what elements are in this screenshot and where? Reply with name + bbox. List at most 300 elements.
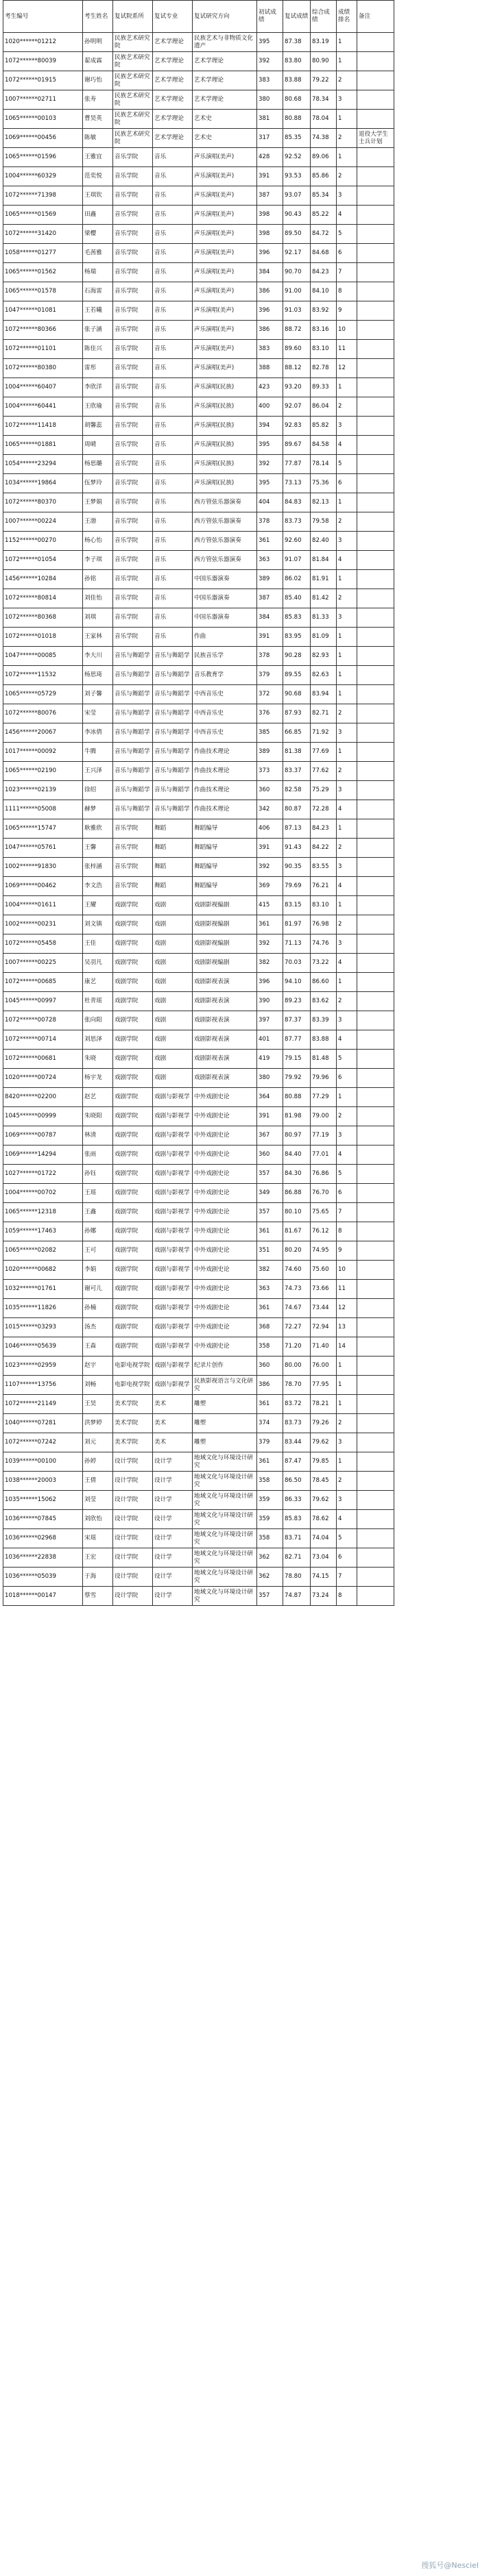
- name-cell: 孙婷: [83, 1452, 113, 1472]
- initial-score-cell: 395: [257, 436, 283, 455]
- rank-cell: 9: [337, 301, 357, 321]
- major-cell: 音乐: [153, 570, 193, 589]
- initial-score-cell: 419: [257, 1050, 283, 1069]
- remark-cell: [357, 858, 394, 877]
- initial-score-cell: 398: [257, 206, 283, 225]
- overall-score-cell: 76.12: [311, 1222, 337, 1241]
- remark-cell: [357, 1491, 394, 1510]
- table-row: [3, 1414, 394, 1433]
- retest-score-cell: 87.47: [283, 1452, 311, 1472]
- department-cell: 音乐与舞蹈学: [113, 800, 153, 819]
- direction-cell: 雕塑: [193, 1395, 257, 1414]
- table-row: [3, 1395, 394, 1414]
- table-row: [3, 474, 394, 493]
- major-cell: 戏剧与影视学: [153, 1299, 193, 1318]
- major-cell: 音乐: [153, 455, 193, 474]
- direction-cell: 戏剧影视表演: [193, 992, 257, 1011]
- initial-score-cell: 383: [257, 71, 283, 90]
- retest-score-cell: 78.70: [283, 1376, 311, 1395]
- table-row: [3, 1452, 394, 1472]
- header-name: 考生姓名: [83, 1, 113, 33]
- name-cell: 王雅宜: [83, 148, 113, 167]
- table-row: [3, 762, 394, 781]
- overall-score-cell: 83.55: [311, 858, 337, 877]
- exam-id-cell: 1007******00224: [3, 512, 83, 532]
- remark-cell: [357, 148, 394, 167]
- direction-cell: 声乐演唱(民族): [193, 455, 257, 474]
- direction-cell: 艺术史: [193, 110, 257, 129]
- name-cell: 王渤: [83, 512, 113, 532]
- remark-cell: [357, 915, 394, 934]
- remark-cell: [357, 206, 394, 225]
- remark-cell: [357, 819, 394, 839]
- department-cell: 音乐与舞蹈学: [113, 666, 153, 685]
- initial-score-cell: 359: [257, 1491, 283, 1510]
- major-cell: 戏剧与影视学: [153, 1203, 193, 1222]
- name-cell: 杨心怡: [83, 532, 113, 551]
- table-row: [3, 244, 394, 263]
- initial-score-cell: 388: [257, 359, 283, 378]
- name-cell: 张子涵: [83, 321, 113, 340]
- department-cell: 音乐学院: [113, 608, 153, 628]
- major-cell: 戏剧与影视学: [153, 1088, 193, 1107]
- exam-id-cell: 1065******01578: [3, 282, 83, 301]
- major-cell: 音乐: [153, 417, 193, 436]
- overall-score-cell: 82.13: [311, 493, 337, 512]
- name-cell: 张寿: [83, 90, 113, 110]
- exam-id-cell: 1036******05039: [3, 1568, 83, 1587]
- major-cell: 设计学: [153, 1587, 193, 1606]
- overall-score-cell: 84.22: [311, 839, 337, 858]
- rank-cell: 9: [337, 1241, 357, 1261]
- major-cell: 音乐与舞蹈学: [153, 704, 193, 723]
- direction-cell: 中外戏剧史论: [193, 1107, 257, 1126]
- overall-score-cell: 80.90: [311, 52, 337, 71]
- overall-score-cell: 81.42: [311, 589, 337, 608]
- department-cell: 戏剧学院: [113, 1165, 153, 1184]
- table-row: [3, 800, 394, 819]
- overall-score-cell: 79.26: [311, 1414, 337, 1433]
- watermark: 搜狐号@Nesciel: [421, 2561, 479, 2570]
- department-cell: 美术学院: [113, 1433, 153, 1452]
- initial-score-cell: 357: [257, 1203, 283, 1222]
- major-cell: 戏剧与影视学: [153, 1337, 193, 1357]
- direction-cell: 戏剧影视表演: [193, 973, 257, 992]
- major-cell: 戏剧: [153, 973, 193, 992]
- major-cell: 设计学: [153, 1491, 193, 1510]
- department-cell: 民族艺术研究院: [113, 52, 153, 71]
- initial-score-cell: 358: [257, 1529, 283, 1548]
- exam-id-cell: 1039******00100: [3, 1452, 83, 1472]
- major-cell: 音乐与舞蹈学: [153, 743, 193, 762]
- exam-id-cell: 1072******05458: [3, 934, 83, 954]
- table-row: [3, 877, 394, 896]
- exam-id-cell: 1004******00702: [3, 1184, 83, 1203]
- direction-cell: 戏剧影视编剧: [193, 954, 257, 973]
- remark-cell: [357, 1165, 394, 1184]
- major-cell: 音乐: [153, 282, 193, 301]
- exam-id-cell: 1035******11826: [3, 1299, 83, 1318]
- major-cell: 美术: [153, 1414, 193, 1433]
- remark-cell: [357, 839, 394, 858]
- remark-cell: [357, 90, 394, 110]
- overall-score-cell: 77.19: [311, 1126, 337, 1145]
- retest-score-cell: 94.10: [283, 973, 311, 992]
- department-cell: 音乐学院: [113, 282, 153, 301]
- direction-cell: 戏剧影视表演: [193, 1050, 257, 1069]
- overall-score-cell: 76.98: [311, 915, 337, 934]
- department-cell: 音乐与舞蹈学: [113, 762, 153, 781]
- remark-cell: [357, 1529, 394, 1548]
- direction-cell: 声乐演唱(美声): [193, 263, 257, 282]
- rank-cell: 5: [337, 1050, 357, 1069]
- exam-id-cell: 1002******00231: [3, 915, 83, 934]
- table-row: [3, 110, 394, 129]
- exam-id-cell: 1007******02711: [3, 90, 83, 110]
- rank-cell: 7: [337, 1568, 357, 1587]
- name-cell: 刘元: [83, 1433, 113, 1452]
- overall-score-cell: 83.88: [311, 1030, 337, 1050]
- exam-id-cell: 1004******60407: [3, 378, 83, 397]
- rank-cell: 1: [337, 973, 357, 992]
- retest-score-cell: 73.13: [283, 474, 311, 493]
- rank-cell: 2: [337, 1414, 357, 1433]
- rank-cell: 10: [337, 321, 357, 340]
- name-cell: 王宏: [83, 1548, 113, 1568]
- rank-cell: 3: [337, 934, 357, 954]
- remark-cell: [357, 1050, 394, 1069]
- remark-cell: [357, 1337, 394, 1357]
- overall-score-cell: 86.04: [311, 397, 337, 417]
- rank-cell: 8: [337, 282, 357, 301]
- exam-id-cell: 1072******11532: [3, 666, 83, 685]
- rank-cell: 6: [337, 244, 357, 263]
- department-cell: 戏剧学院: [113, 1203, 153, 1222]
- retest-score-cell: 88.72: [283, 321, 311, 340]
- exam-id-cell: 1065******05729: [3, 685, 83, 704]
- retest-score-cell: 85.40: [283, 589, 311, 608]
- department-cell: 音乐学院: [113, 570, 153, 589]
- rank-cell: 2: [337, 71, 357, 90]
- remark-cell: [357, 1299, 394, 1318]
- department-cell: 音乐学院: [113, 436, 153, 455]
- exam-id-cell: 1072******80366: [3, 321, 83, 340]
- remark-cell: [357, 1280, 394, 1299]
- department-cell: 戏剧学院: [113, 1011, 153, 1030]
- retest-score-cell: 83.73: [283, 1414, 311, 1433]
- rank-cell: 11: [337, 1280, 357, 1299]
- major-cell: 美术: [153, 1433, 193, 1452]
- exam-id-cell: 1072******80368: [3, 608, 83, 628]
- exam-id-cell: 1002******91830: [3, 858, 83, 877]
- major-cell: 音乐: [153, 589, 193, 608]
- department-cell: 音乐学院: [113, 206, 153, 225]
- direction-cell: 中外戏剧史论: [193, 1184, 257, 1203]
- initial-score-cell: 362: [257, 1548, 283, 1568]
- overall-score-cell: 76.00: [311, 1357, 337, 1376]
- major-cell: 音乐: [153, 551, 193, 570]
- major-cell: 音乐与舞蹈学: [153, 723, 193, 743]
- initial-score-cell: 361: [257, 1222, 283, 1241]
- direction-cell: 声乐演唱(民族): [193, 474, 257, 493]
- header-direction: 复试研究方向: [193, 1, 257, 33]
- remark-cell: [357, 1548, 394, 1568]
- remark-cell: [357, 110, 394, 129]
- name-cell: 赵宇: [83, 1357, 113, 1376]
- overall-score-cell: 74.04: [311, 1529, 337, 1548]
- initial-score-cell: 342: [257, 800, 283, 819]
- overall-score-cell: 73.66: [311, 1280, 337, 1299]
- rank-cell: 1: [337, 647, 357, 666]
- retest-score-cell: 66.85: [283, 723, 311, 743]
- rank-cell: 8: [337, 1222, 357, 1241]
- retest-score-cell: 79.15: [283, 1050, 311, 1069]
- direction-cell: 中外戏剧史论: [193, 1203, 257, 1222]
- exam-id-cell: 1040******07281: [3, 1414, 83, 1433]
- exam-id-cell: 1034******19864: [3, 474, 83, 493]
- direction-cell: 中外戏剧史论: [193, 1261, 257, 1280]
- direction-cell: 艺术学理论: [193, 52, 257, 71]
- exam-id-cell: 1072******11418: [3, 417, 83, 436]
- remark-cell: [357, 608, 394, 628]
- department-cell: 戏剧学院: [113, 1088, 153, 1107]
- initial-score-cell: 360: [257, 1145, 283, 1165]
- department-cell: 电影电视学院: [113, 1376, 153, 1395]
- retest-score-cell: 80.10: [283, 1203, 311, 1222]
- overall-score-cell: 74.15: [311, 1568, 337, 1587]
- remark-cell: [357, 397, 394, 417]
- department-cell: 音乐学院: [113, 378, 153, 397]
- initial-score-cell: 401: [257, 1030, 283, 1050]
- retest-score-cell: 89.60: [283, 340, 311, 359]
- direction-cell: 纪录片创作: [193, 1357, 257, 1376]
- direction-cell: 作曲技术理论: [193, 781, 257, 800]
- overall-score-cell: 84.58: [311, 436, 337, 455]
- initial-score-cell: 380: [257, 1069, 283, 1088]
- name-cell: 范奕悦: [83, 167, 113, 186]
- direction-cell: 戏剧影视编剧: [193, 896, 257, 915]
- overall-score-cell: 76.70: [311, 1184, 337, 1203]
- overall-score-cell: 83.92: [311, 301, 337, 321]
- name-cell: 孙明明: [83, 33, 113, 52]
- major-cell: 设计学: [153, 1529, 193, 1548]
- exam-id-cell: 1072******00714: [3, 1030, 83, 1050]
- department-cell: 戏剧学院: [113, 1126, 153, 1145]
- initial-score-cell: 428: [257, 148, 283, 167]
- remark-cell: [357, 934, 394, 954]
- direction-cell: 声乐演唱(美声): [193, 359, 257, 378]
- initial-score-cell: 392: [257, 455, 283, 474]
- rank-cell: 1: [337, 493, 357, 512]
- table-row: [3, 1357, 394, 1376]
- initial-score-cell: 373: [257, 762, 283, 781]
- direction-cell: 声乐演唱(美声): [193, 282, 257, 301]
- remark-cell: [357, 800, 394, 819]
- table-row: [3, 493, 394, 512]
- initial-score-cell: 392: [257, 934, 283, 954]
- name-cell: 朱晓阳: [83, 1107, 113, 1126]
- direction-cell: 雕塑: [193, 1433, 257, 1452]
- table-row: [3, 1011, 394, 1030]
- overall-score-cell: 75.60: [311, 1261, 337, 1280]
- remark-cell: [357, 71, 394, 90]
- rank-cell: 2: [337, 762, 357, 781]
- department-cell: 戏剧学院: [113, 1299, 153, 1318]
- department-cell: 音乐与舞蹈学: [113, 647, 153, 666]
- name-cell: 王兴泽: [83, 762, 113, 781]
- major-cell: 设计学: [153, 1510, 193, 1529]
- name-cell: 伍梦玲: [83, 474, 113, 493]
- table-row: [3, 1491, 394, 1510]
- name-cell: 张向阳: [83, 1011, 113, 1030]
- department-cell: 美术学院: [113, 1414, 153, 1433]
- direction-cell: 地域文化与环境设计研究: [193, 1529, 257, 1548]
- overall-score-cell: 75.36: [311, 474, 337, 493]
- exam-id-cell: 1065******15747: [3, 819, 83, 839]
- name-cell: 刘琪: [83, 608, 113, 628]
- table-row: [3, 973, 394, 992]
- table-row: [3, 282, 394, 301]
- major-cell: 音乐: [153, 225, 193, 244]
- table-row: [3, 781, 394, 800]
- exam-id-cell: 1027******01722: [3, 1165, 83, 1184]
- overall-score-cell: 74.76: [311, 934, 337, 954]
- initial-score-cell: 385: [257, 723, 283, 743]
- exam-id-cell: 1036******02968: [3, 1529, 83, 1548]
- retest-score-cell: 86.33: [283, 1491, 311, 1510]
- initial-score-cell: 363: [257, 1280, 283, 1299]
- table-row: [3, 647, 394, 666]
- initial-score-cell: 361: [257, 1395, 283, 1414]
- rank-cell: 1: [337, 1452, 357, 1472]
- name-cell: 朱晓: [83, 1050, 113, 1069]
- direction-cell: 地域文化与环境设计研究: [193, 1452, 257, 1472]
- remark-cell: [357, 493, 394, 512]
- remark-cell: [357, 359, 394, 378]
- remark-cell: [357, 1107, 394, 1126]
- initial-score-cell: 380: [257, 90, 283, 110]
- retest-score-cell: 79.92: [283, 1069, 311, 1088]
- retest-score-cell: 86.88: [283, 1184, 311, 1203]
- remark-cell: [357, 896, 394, 915]
- major-cell: 舞蹈: [153, 819, 193, 839]
- major-cell: 戏剧: [153, 1011, 193, 1030]
- table-row: [3, 1184, 394, 1203]
- overall-score-cell: 75.65: [311, 1203, 337, 1222]
- direction-cell: 声乐演唱(美声): [193, 244, 257, 263]
- remark-cell: [357, 512, 394, 532]
- retest-score-cell: 71.20: [283, 1337, 311, 1357]
- direction-cell: 西方管弦乐器演奏: [193, 532, 257, 551]
- direction-cell: 声乐演唱(美声): [193, 340, 257, 359]
- major-cell: 音乐: [153, 512, 193, 532]
- initial-score-cell: 360: [257, 1357, 283, 1376]
- exam-id-cell: 1065******00103: [3, 110, 83, 129]
- name-cell: 吴羽凡: [83, 954, 113, 973]
- name-cell: 孙钰: [83, 1165, 113, 1184]
- initial-score-cell: 362: [257, 1568, 283, 1587]
- major-cell: 戏剧: [153, 992, 193, 1011]
- major-cell: 音乐: [153, 436, 193, 455]
- initial-score-cell: 378: [257, 647, 283, 666]
- table-row: [3, 1030, 394, 1050]
- major-cell: 戏剧与影视学: [153, 1357, 193, 1376]
- department-cell: 民族艺术研究院: [113, 129, 153, 148]
- overall-score-cell: 83.19: [311, 33, 337, 52]
- initial-score-cell: 376: [257, 704, 283, 723]
- department-cell: 戏剧学院: [113, 1184, 153, 1203]
- major-cell: 音乐与舞蹈学: [153, 666, 193, 685]
- retest-score-cell: 79.69: [283, 877, 311, 896]
- name-cell: 汤杰: [83, 1318, 113, 1337]
- header-exam-id: 考生编号: [3, 1, 83, 33]
- exam-id-cell: 8420******02200: [3, 1088, 83, 1107]
- direction-cell: 中外戏剧史论: [193, 1088, 257, 1107]
- exam-id-cell: 1045******00997: [3, 992, 83, 1011]
- table-row: [3, 206, 394, 225]
- department-cell: 戏剧学院: [113, 915, 153, 934]
- remark-cell: [357, 570, 394, 589]
- direction-cell: 中外戏剧史论: [193, 1299, 257, 1318]
- exam-id-cell: 1047******05761: [3, 839, 83, 858]
- department-cell: 戏剧学院: [113, 973, 153, 992]
- exam-id-cell: 1020******01212: [3, 33, 83, 52]
- major-cell: 音乐与舞蹈学: [153, 685, 193, 704]
- retest-score-cell: 83.15: [283, 896, 311, 915]
- overall-score-cell: 76.86: [311, 1165, 337, 1184]
- initial-score-cell: 400: [257, 397, 283, 417]
- overall-score-cell: 78.34: [311, 90, 337, 110]
- name-cell: 孙娜: [83, 1222, 113, 1241]
- major-cell: 美术: [153, 1395, 193, 1414]
- name-cell: 陈敏: [83, 129, 113, 148]
- exam-id-cell: 1072******01915: [3, 71, 83, 90]
- initial-score-cell: 392: [257, 52, 283, 71]
- initial-score-cell: 391: [257, 628, 283, 647]
- table-row: [3, 71, 394, 90]
- exam-id-cell: 1035******15062: [3, 1491, 83, 1510]
- remark-cell: [357, 685, 394, 704]
- direction-cell: 中外戏剧史论: [193, 1337, 257, 1357]
- direction-cell: 中外戏剧史论: [193, 1222, 257, 1241]
- remark-cell: [357, 378, 394, 397]
- retest-score-cell: 92.52: [283, 148, 311, 167]
- remark-cell: [357, 1568, 394, 1587]
- department-cell: 音乐与舞蹈学: [113, 781, 153, 800]
- overall-score-cell: 77.01: [311, 1145, 337, 1165]
- remark-cell: [357, 1145, 394, 1165]
- department-cell: 戏剧学院: [113, 1069, 153, 1088]
- admission-score-table: [3, 0, 394, 1606]
- department-cell: 设计学院: [113, 1548, 153, 1568]
- rank-cell: 8: [337, 1587, 357, 1606]
- rank-cell: 11: [337, 340, 357, 359]
- name-cell: 洪梦婷: [83, 1414, 113, 1433]
- retest-score-cell: 83.72: [283, 1395, 311, 1414]
- department-cell: 设计学院: [113, 1529, 153, 1548]
- retest-score-cell: 71.13: [283, 934, 311, 954]
- name-cell: 刘文镇: [83, 915, 113, 934]
- major-cell: 戏剧: [153, 1050, 193, 1069]
- rank-cell: 4: [337, 206, 357, 225]
- overall-score-cell: 85.22: [311, 206, 337, 225]
- name-cell: 曹昊英: [83, 110, 113, 129]
- initial-score-cell: 351: [257, 1241, 283, 1261]
- table-row: [3, 1529, 394, 1548]
- department-cell: 民族艺术研究院: [113, 71, 153, 90]
- department-cell: 设计学院: [113, 1587, 153, 1606]
- department-cell: 民族艺术研究院: [113, 90, 153, 110]
